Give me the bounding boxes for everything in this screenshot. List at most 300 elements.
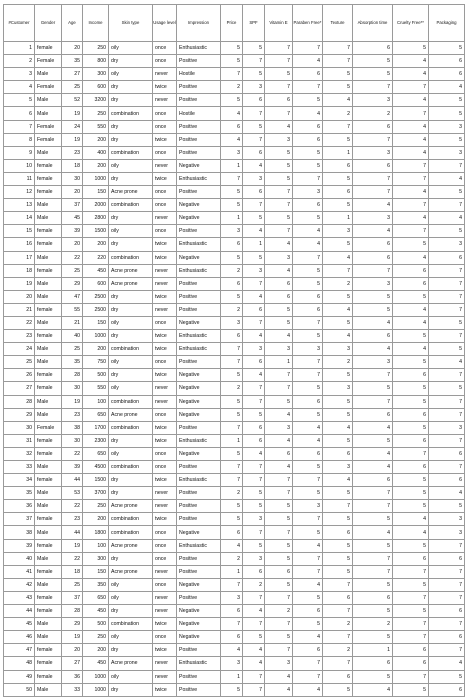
cell-packaging[interactable]: 3 [429, 421, 465, 434]
cell-customer-id[interactable]: 18 [4, 264, 35, 277]
cell-age[interactable]: 28 [62, 605, 83, 618]
cell-absorption-time[interactable]: 5 [353, 578, 393, 591]
cell-absorption-time[interactable]: 6 [353, 330, 393, 343]
cell-customer-id[interactable]: 19 [4, 277, 35, 290]
cell-absorption-time[interactable]: 7 [353, 500, 393, 513]
cell-paraben-free[interactable]: 6 [293, 303, 323, 316]
cell-usage-level[interactable]: twice [153, 421, 177, 434]
cell-gender[interactable]: Male [35, 356, 62, 369]
cell-texture[interactable]: 2 [323, 356, 353, 369]
cell-gender[interactable]: Male [35, 277, 62, 290]
cell-vitamin-e[interactable]: 5 [265, 539, 293, 552]
cell-spf[interactable]: 5 [243, 251, 265, 264]
cell-packaging[interactable]: 5 [429, 42, 465, 55]
cell-customer-id[interactable]: 50 [4, 683, 35, 696]
cell-spf[interactable]: 7 [243, 55, 265, 68]
cell-income[interactable]: 300 [83, 68, 109, 81]
cell-gender[interactable]: female [35, 565, 62, 578]
cell-usage-level[interactable]: once [153, 107, 177, 120]
cell-price[interactable]: 5 [221, 683, 243, 696]
cell-price[interactable]: 4 [221, 539, 243, 552]
cell-impression[interactable]: Positive [177, 552, 221, 565]
cell-texture[interactable]: 5 [323, 172, 353, 185]
cell-packaging[interactable]: 5 [429, 316, 465, 329]
cell-paraben-free[interactable]: 7 [293, 513, 323, 526]
cell-skin-type[interactable]: oily [109, 382, 153, 395]
cell-usage-level[interactable]: twice [153, 133, 177, 146]
cell-vitamin-e[interactable]: 7 [265, 42, 293, 55]
cell-price[interactable]: 5 [221, 513, 243, 526]
cell-paraben-free[interactable]: 5 [293, 382, 323, 395]
cell-customer-id[interactable]: 33 [4, 461, 35, 474]
cell-usage-level[interactable]: once [153, 120, 177, 133]
cell-age[interactable]: 19 [62, 107, 83, 120]
cell-impression[interactable]: Positive [177, 225, 221, 238]
cell-gender[interactable]: Female [35, 120, 62, 133]
cell-skin-type[interactable]: oily [109, 670, 153, 683]
cell-gender[interactable]: Female [35, 55, 62, 68]
cell-absorption-time[interactable]: 7 [353, 186, 393, 199]
cell-age[interactable]: 22 [62, 447, 83, 460]
cell-impression[interactable]: Positive [177, 487, 221, 500]
cell-cruelty-free[interactable]: 5 [393, 382, 429, 395]
cell-cruelty-free[interactable]: 7 [393, 225, 429, 238]
cell-paraben-free[interactable]: 7 [293, 81, 323, 94]
cell-age[interactable]: 22 [62, 251, 83, 264]
cell-vitamin-e[interactable]: 4 [265, 670, 293, 683]
cell-age[interactable]: 21 [62, 316, 83, 329]
cell-paraben-free[interactable]: 6 [293, 68, 323, 81]
cell-usage-level[interactable]: twice [153, 683, 177, 696]
cell-paraben-free[interactable]: 5 [293, 94, 323, 107]
cell-vitamin-e[interactable]: 6 [265, 94, 293, 107]
cell-skin-type[interactable]: oily [109, 631, 153, 644]
cell-price[interactable]: 2 [221, 487, 243, 500]
cell-cruelty-free[interactable]: 6 [393, 408, 429, 421]
cell-spf[interactable]: 7 [243, 382, 265, 395]
cell-usage-level[interactable]: twice [153, 513, 177, 526]
cell-skin-type[interactable]: dry [109, 290, 153, 303]
cell-absorption-time[interactable]: 3 [353, 212, 393, 225]
cell-customer-id[interactable]: 5 [4, 94, 35, 107]
cell-price[interactable]: 6 [221, 330, 243, 343]
cell-texture[interactable]: 4 [323, 251, 353, 264]
cell-usage-level[interactable]: twice [153, 369, 177, 382]
cell-skin-type[interactable]: combination [109, 395, 153, 408]
cell-age[interactable]: 35 [62, 356, 83, 369]
cell-cruelty-free[interactable]: 4 [393, 303, 429, 316]
cell-customer-id[interactable]: 47 [4, 644, 35, 657]
cell-paraben-free[interactable]: 5 [293, 408, 323, 421]
cell-texture[interactable]: 5 [323, 552, 353, 565]
cell-gender[interactable]: female [35, 513, 62, 526]
cell-spf[interactable]: 4 [243, 657, 265, 670]
cell-income[interactable]: 1000 [83, 670, 109, 683]
cell-vitamin-e[interactable]: 5 [265, 552, 293, 565]
cell-usage-level[interactable]: once [153, 199, 177, 212]
cell-texture[interactable]: 4 [323, 303, 353, 316]
cell-customer-id[interactable]: 30 [4, 421, 35, 434]
cell-customer-id[interactable]: 41 [4, 565, 35, 578]
cell-price[interactable]: 7 [221, 578, 243, 591]
cell-vitamin-e[interactable]: 5 [265, 68, 293, 81]
cell-usage-level[interactable]: twice [153, 251, 177, 264]
cell-gender[interactable]: Male [35, 552, 62, 565]
cell-skin-type[interactable]: dry [109, 120, 153, 133]
cell-cruelty-free[interactable]: 5 [393, 42, 429, 55]
cell-customer-id[interactable]: 14 [4, 212, 35, 225]
cell-impression[interactable]: Positive [177, 186, 221, 199]
cell-paraben-free[interactable]: 6 [293, 120, 323, 133]
cell-gender[interactable]: female [35, 539, 62, 552]
cell-spf[interactable]: 6 [243, 94, 265, 107]
cell-gender[interactable]: Male [35, 107, 62, 120]
cell-income[interactable]: 600 [83, 81, 109, 94]
cell-price[interactable]: 7 [221, 343, 243, 356]
cell-paraben-free[interactable]: 6 [293, 644, 323, 657]
cell-spf[interactable]: 4 [243, 290, 265, 303]
cell-age[interactable]: 30 [62, 382, 83, 395]
cell-paraben-free[interactable]: 7 [293, 369, 323, 382]
cell-absorption-time[interactable]: 7 [353, 395, 393, 408]
cell-cruelty-free[interactable]: 5 [393, 683, 429, 696]
cell-paraben-free[interactable]: 7 [293, 251, 323, 264]
cell-vitamin-e[interactable]: 5 [265, 500, 293, 513]
cell-paraben-free[interactable]: 4 [293, 421, 323, 434]
cell-age[interactable]: 27 [62, 657, 83, 670]
cell-usage-level[interactable]: once [153, 316, 177, 329]
cell-usage-level[interactable]: never [153, 500, 177, 513]
cell-absorption-time[interactable]: 5 [353, 55, 393, 68]
cell-paraben-free[interactable]: 5 [293, 159, 323, 172]
cell-absorption-time[interactable]: 6 [353, 591, 393, 604]
cell-texture[interactable]: 2 [323, 107, 353, 120]
cell-skin-type[interactable]: oily [109, 591, 153, 604]
cell-gender[interactable]: female [35, 225, 62, 238]
cell-paraben-free[interactable]: 6 [293, 199, 323, 212]
cell-skin-type[interactable]: combination [109, 461, 153, 474]
cell-price[interactable]: 5 [221, 369, 243, 382]
cell-texture[interactable]: 2 [323, 644, 353, 657]
cell-paraben-free[interactable]: 7 [293, 172, 323, 185]
cell-skin-type[interactable]: dry [109, 552, 153, 565]
cell-spf[interactable]: 6 [243, 434, 265, 447]
cell-customer-id[interactable]: 23 [4, 330, 35, 343]
cell-impression[interactable]: Positive [177, 94, 221, 107]
cell-cruelty-free[interactable]: 7 [393, 159, 429, 172]
column-header-income[interactable]: Income [83, 5, 109, 42]
cell-gender[interactable]: Male [35, 631, 62, 644]
cell-cruelty-free[interactable]: 5 [393, 487, 429, 500]
cell-cruelty-free[interactable]: 6 [393, 369, 429, 382]
cell-customer-id[interactable]: 9 [4, 146, 35, 159]
cell-customer-id[interactable]: 17 [4, 251, 35, 264]
cell-texture[interactable]: 6 [323, 186, 353, 199]
cell-age[interactable]: 22 [62, 500, 83, 513]
cell-customer-id[interactable]: 34 [4, 474, 35, 487]
cell-customer-id[interactable]: 36 [4, 500, 35, 513]
cell-impression[interactable]: Positive [177, 356, 221, 369]
cell-price[interactable]: 2 [221, 382, 243, 395]
cell-age[interactable]: 18 [62, 159, 83, 172]
cell-age[interactable]: 37 [62, 591, 83, 604]
cell-texture[interactable]: 3 [323, 461, 353, 474]
cell-skin-type[interactable]: dry [109, 172, 153, 185]
cell-age[interactable]: 22 [62, 552, 83, 565]
cell-spf[interactable]: 5 [243, 212, 265, 225]
cell-spf[interactable]: 4 [243, 447, 265, 460]
cell-income[interactable]: 1500 [83, 225, 109, 238]
cell-impression[interactable]: Negative [177, 369, 221, 382]
cell-skin-type[interactable]: Acne prone [109, 277, 153, 290]
cell-vitamin-e[interactable]: 6 [265, 290, 293, 303]
cell-vitamin-e[interactable]: 5 [265, 316, 293, 329]
cell-usage-level[interactable]: once [153, 447, 177, 460]
cell-vitamin-e[interactable]: 7 [265, 618, 293, 631]
cell-spf[interactable]: 7 [243, 107, 265, 120]
cell-income[interactable]: 200 [83, 644, 109, 657]
cell-vitamin-e[interactable]: 3 [265, 657, 293, 670]
cell-income[interactable]: 550 [83, 120, 109, 133]
cell-texture[interactable]: 5 [323, 238, 353, 251]
cell-income[interactable]: 300 [83, 552, 109, 565]
cell-absorption-time[interactable]: 7 [353, 264, 393, 277]
cell-spf[interactable]: 6 [243, 565, 265, 578]
cell-price[interactable]: 7 [221, 356, 243, 369]
cell-vitamin-e[interactable]: 6 [265, 447, 293, 460]
cell-texture[interactable]: 3 [323, 343, 353, 356]
cell-income[interactable]: 1700 [83, 421, 109, 434]
cell-income[interactable]: 400 [83, 146, 109, 159]
cell-absorption-time[interactable]: 7 [353, 552, 393, 565]
cell-age[interactable]: 44 [62, 474, 83, 487]
cell-spf[interactable]: 6 [243, 303, 265, 316]
cell-gender[interactable]: Male [35, 461, 62, 474]
cell-income[interactable]: 2500 [83, 303, 109, 316]
cell-vitamin-e[interactable]: 7 [265, 107, 293, 120]
cell-income[interactable]: 100 [83, 395, 109, 408]
cell-customer-id[interactable]: 32 [4, 447, 35, 460]
cell-age[interactable]: 25 [62, 578, 83, 591]
cell-cruelty-free[interactable]: 5 [393, 395, 429, 408]
cell-price[interactable]: 5 [221, 94, 243, 107]
cell-spf[interactable]: 7 [243, 199, 265, 212]
cell-texture[interactable]: 4 [323, 421, 353, 434]
cell-gender[interactable]: Male [35, 343, 62, 356]
cell-paraben-free[interactable]: 5 [293, 212, 323, 225]
cell-usage-level[interactable]: once [153, 631, 177, 644]
cell-packaging[interactable]: 3 [429, 146, 465, 159]
cell-spf[interactable]: 5 [243, 539, 265, 552]
cell-age[interactable]: 30 [62, 434, 83, 447]
cell-packaging[interactable]: 5 [429, 94, 465, 107]
cell-usage-level[interactable]: once [153, 356, 177, 369]
cell-packaging[interactable]: 6 [429, 683, 465, 696]
cell-absorption-time[interactable]: 3 [353, 356, 393, 369]
cell-impression[interactable]: Enthusiastic [177, 474, 221, 487]
cell-impression[interactable]: Positive [177, 591, 221, 604]
cell-impression[interactable]: Negative [177, 631, 221, 644]
cell-vitamin-e[interactable]: 6 [265, 565, 293, 578]
cell-impression[interactable]: Enthusiastic [177, 238, 221, 251]
cell-age[interactable]: 19 [62, 133, 83, 146]
cell-usage-level[interactable]: once [153, 55, 177, 68]
cell-cruelty-free[interactable]: 5 [393, 330, 429, 343]
cell-price[interactable]: 3 [221, 657, 243, 670]
cell-skin-type[interactable]: oily [109, 447, 153, 460]
cell-usage-level[interactable]: once [153, 578, 177, 591]
cell-age[interactable]: 55 [62, 303, 83, 316]
cell-income[interactable]: 200 [83, 513, 109, 526]
cell-income[interactable]: 1500 [83, 474, 109, 487]
cell-packaging[interactable]: 3 [429, 238, 465, 251]
cell-gender[interactable]: Male [35, 408, 62, 421]
column-header-impression[interactable]: Impression [177, 5, 221, 42]
cell-texture[interactable]: 2 [323, 277, 353, 290]
cell-packaging[interactable]: 4 [429, 356, 465, 369]
cell-texture[interactable]: 6 [323, 591, 353, 604]
cell-texture[interactable]: 5 [323, 539, 353, 552]
cell-customer-id[interactable]: 16 [4, 238, 35, 251]
cell-customer-id[interactable]: 40 [4, 552, 35, 565]
cell-spf[interactable]: 5 [243, 500, 265, 513]
cell-paraben-free[interactable]: 6 [293, 395, 323, 408]
cell-usage-level[interactable]: twice [153, 343, 177, 356]
cell-usage-level[interactable]: never [153, 395, 177, 408]
cell-texture[interactable]: 5 [323, 434, 353, 447]
cell-price[interactable]: 5 [221, 408, 243, 421]
cell-price[interactable]: 2 [221, 303, 243, 316]
cell-skin-type[interactable]: dry [109, 474, 153, 487]
cell-skin-type[interactable]: dry [109, 94, 153, 107]
cell-cruelty-free[interactable]: 7 [393, 565, 429, 578]
cell-price[interactable]: 6 [221, 605, 243, 618]
cell-usage-level[interactable]: never [153, 212, 177, 225]
cell-cruelty-free[interactable]: 7 [393, 199, 429, 212]
cell-skin-type[interactable]: dry [109, 683, 153, 696]
cell-packaging[interactable]: 7 [429, 330, 465, 343]
cell-skin-type[interactable]: dry [109, 55, 153, 68]
cell-price[interactable]: 5 [221, 290, 243, 303]
cell-skin-type[interactable]: combination [109, 251, 153, 264]
column-header-cruelty-free[interactable]: Cruelty Free** [393, 5, 429, 42]
cell-price[interactable]: 7 [221, 461, 243, 474]
cell-packaging[interactable]: 3 [429, 120, 465, 133]
cell-income[interactable]: 150 [83, 565, 109, 578]
cell-packaging[interactable]: 4 [429, 172, 465, 185]
cell-customer-id[interactable]: 39 [4, 539, 35, 552]
cell-price[interactable]: 6 [221, 631, 243, 644]
cell-customer-id[interactable]: 49 [4, 670, 35, 683]
cell-cruelty-free[interactable]: 7 [393, 591, 429, 604]
cell-vitamin-e[interactable]: 5 [265, 146, 293, 159]
cell-price[interactable]: 6 [221, 277, 243, 290]
cell-packaging[interactable]: 7 [429, 565, 465, 578]
cell-texture[interactable]: 7 [323, 631, 353, 644]
cell-vitamin-e[interactable]: 7 [265, 199, 293, 212]
cell-absorption-time[interactable]: 7 [353, 487, 393, 500]
cell-income[interactable]: 200 [83, 133, 109, 146]
cell-absorption-time[interactable]: 3 [353, 146, 393, 159]
cell-vitamin-e[interactable]: 7 [265, 225, 293, 238]
cell-price[interactable]: 4 [221, 133, 243, 146]
cell-gender[interactable]: female [35, 330, 62, 343]
cell-impression[interactable]: Negative [177, 395, 221, 408]
cell-paraben-free[interactable]: 7 [293, 474, 323, 487]
cell-cruelty-free[interactable]: 5 [393, 290, 429, 303]
cell-vitamin-e[interactable]: 4 [265, 408, 293, 421]
cell-texture[interactable]: 6 [323, 447, 353, 460]
cell-age[interactable]: 37 [62, 199, 83, 212]
cell-absorption-time[interactable]: 5 [353, 670, 393, 683]
cell-paraben-free[interactable]: 5 [293, 526, 323, 539]
cell-skin-type[interactable]: dry [109, 238, 153, 251]
cell-vitamin-e[interactable]: 4 [265, 264, 293, 277]
cell-spf[interactable]: 7 [243, 133, 265, 146]
cell-skin-type[interactable]: oily [109, 42, 153, 55]
cell-spf[interactable]: 3 [243, 343, 265, 356]
cell-price[interactable]: 5 [221, 55, 243, 68]
cell-customer-id[interactable]: 1 [4, 42, 35, 55]
cell-price[interactable]: 4 [221, 644, 243, 657]
cell-gender[interactable]: female [35, 591, 62, 604]
cell-cruelty-free[interactable]: 4 [393, 513, 429, 526]
cell-texture[interactable]: 5 [323, 133, 353, 146]
cell-usage-level[interactable]: once [153, 552, 177, 565]
cell-spf[interactable]: 7 [243, 618, 265, 631]
cell-paraben-free[interactable]: 4 [293, 434, 323, 447]
cell-paraben-free[interactable]: 7 [293, 565, 323, 578]
cell-gender[interactable]: Male [35, 316, 62, 329]
cell-vitamin-e[interactable]: 2 [265, 605, 293, 618]
cell-cruelty-free[interactable]: 5 [393, 238, 429, 251]
cell-income[interactable]: 150 [83, 316, 109, 329]
cell-packaging[interactable]: 6 [429, 474, 465, 487]
cell-vitamin-e[interactable]: 5 [265, 395, 293, 408]
cell-income[interactable]: 650 [83, 447, 109, 460]
cell-impression[interactable]: Negative [177, 159, 221, 172]
cell-texture[interactable]: 3 [323, 225, 353, 238]
cell-age[interactable]: 20 [62, 238, 83, 251]
cell-income[interactable]: 500 [83, 618, 109, 631]
cell-packaging[interactable]: 4 [429, 212, 465, 225]
cell-skin-type[interactable]: dry [109, 330, 153, 343]
cell-absorption-time[interactable]: 6 [353, 120, 393, 133]
cell-usage-level[interactable]: never [153, 670, 177, 683]
cell-impression[interactable]: Positive [177, 421, 221, 434]
cell-gender[interactable]: female [35, 644, 62, 657]
cell-age[interactable]: 27 [62, 68, 83, 81]
cell-income[interactable]: 650 [83, 408, 109, 421]
cell-absorption-time[interactable]: 3 [353, 277, 393, 290]
cell-packaging[interactable]: 4 [429, 81, 465, 94]
cell-price[interactable]: 5 [221, 186, 243, 199]
cell-impression[interactable]: Enthusiastic [177, 264, 221, 277]
cell-cruelty-free[interactable]: 5 [393, 421, 429, 434]
cell-paraben-free[interactable]: 5 [293, 330, 323, 343]
cell-age[interactable]: 33 [62, 683, 83, 696]
cell-impression[interactable]: Positive [177, 133, 221, 146]
cell-texture[interactable]: 5 [323, 487, 353, 500]
cell-packaging[interactable]: 7 [429, 303, 465, 316]
cell-price[interactable]: 3 [221, 591, 243, 604]
cell-vitamin-e[interactable]: 7 [265, 382, 293, 395]
cell-impression[interactable]: Negative [177, 382, 221, 395]
cell-spf[interactable]: 5 [243, 68, 265, 81]
cell-packaging[interactable]: 7 [429, 539, 465, 552]
cell-paraben-free[interactable]: 7 [293, 552, 323, 565]
cell-packaging[interactable]: 7 [429, 264, 465, 277]
